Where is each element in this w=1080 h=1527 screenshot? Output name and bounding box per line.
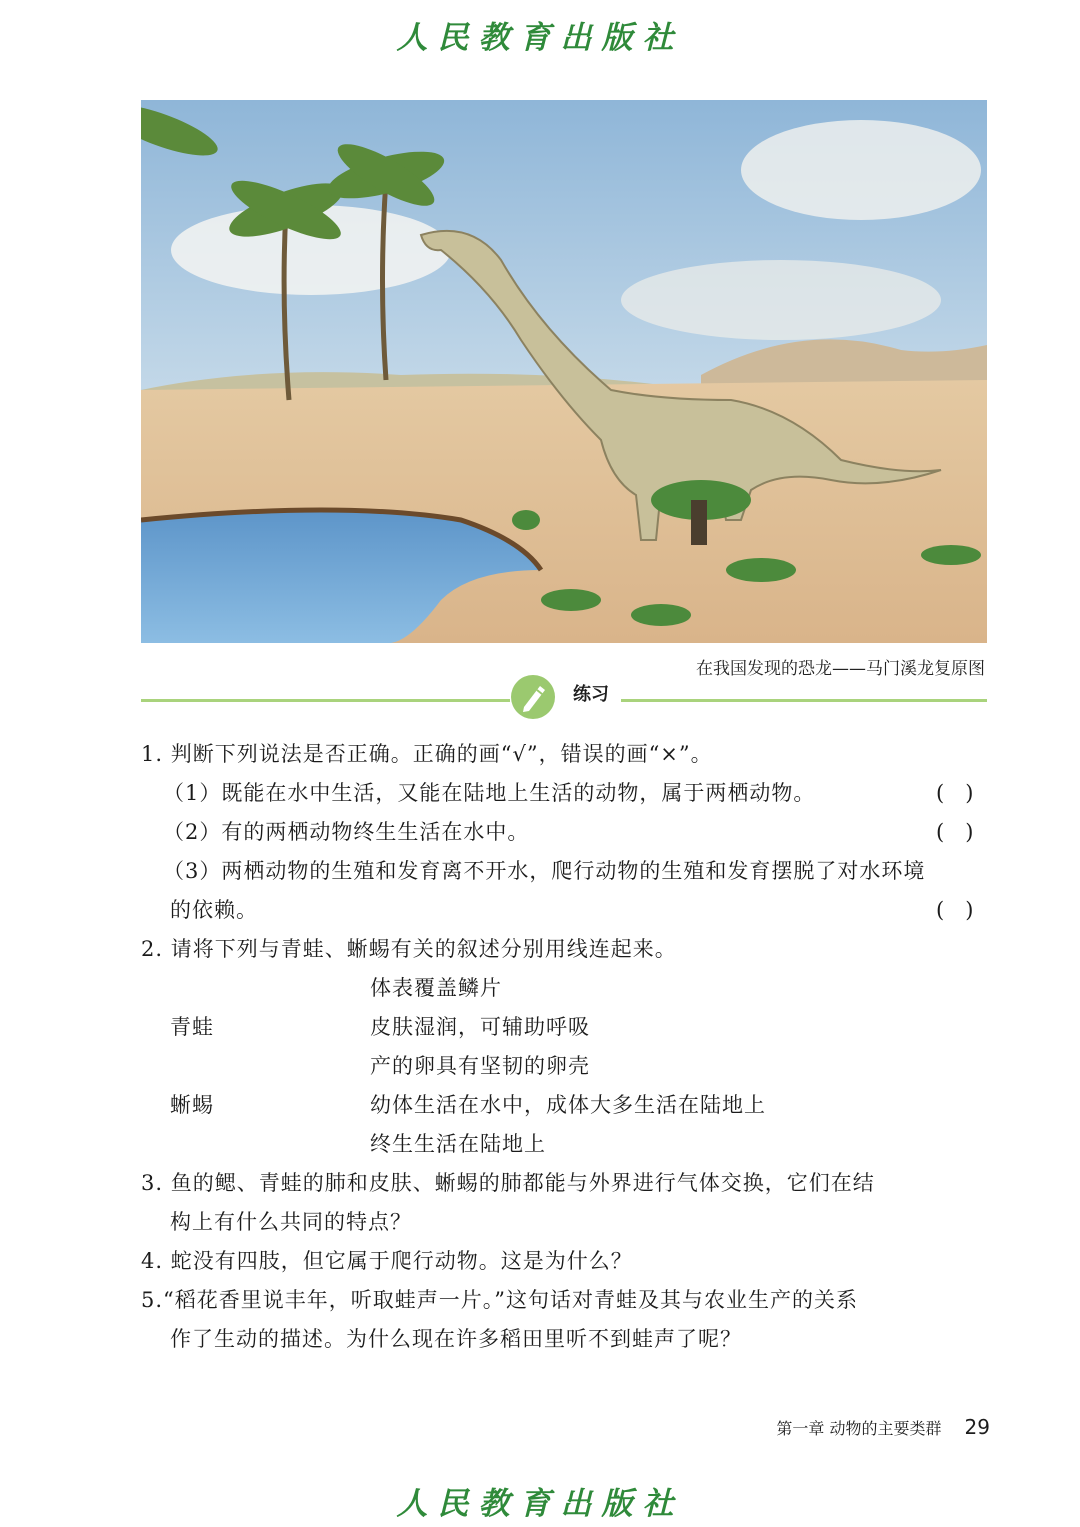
header-divider-right <box>621 699 987 702</box>
question-3-line-2: 构上有什么共同的特点？ <box>170 1210 412 1234</box>
question-1-item-2: （2）有的两栖动物终生生活在水中。 <box>163 820 530 844</box>
trait-3: 产的卵具有坚韧的卵壳 <box>370 1054 590 1078</box>
page-footer <box>776 1415 990 1439</box>
exercise-title: 练习 <box>573 684 609 705</box>
answer-paren-1: ( ) <box>936 781 974 805</box>
answer-paren-3: ( ) <box>936 898 974 922</box>
figure-caption: 在我国发现的恐龙——马门溪龙复原图 <box>696 659 985 679</box>
question-2-stem: 2. 请将下列与青蛙、蜥蜴有关的叙述分别用线连起来。 <box>141 937 677 961</box>
chapter-title: 第一章 动物的主要类群 <box>776 1419 942 1438</box>
pencil-icon <box>510 674 556 720</box>
trait-4: 幼体生活在水中，成体大多生活在陆地上 <box>370 1093 766 1117</box>
question-3-line-1: 3. 鱼的鳃、青蛙的肺和皮肤、蜥蜴的肺都能与外界进行气体交换，它们在结 <box>141 1171 875 1195</box>
dinosaur-illustration <box>141 100 987 643</box>
exercise-header <box>141 670 987 710</box>
trait-5: 终生生活在陆地上 <box>370 1132 546 1156</box>
animal-lizard: 蜥蜴 <box>170 1093 214 1117</box>
answer-paren-2: ( ) <box>936 820 974 844</box>
question-1-stem: 1. 判断下列说法是否正确。正确的画“√”，错误的画“×”。 <box>141 742 713 766</box>
trait-2: 皮肤湿润，可辅助呼吸 <box>370 1015 590 1039</box>
question-5-line-1: 5.“稻花香里说丰年，听取蛙声一片。”这句话对青蛙及其与农业生产的关系 <box>141 1288 859 1312</box>
header-divider-left <box>141 699 510 702</box>
question-4: 4. 蛇没有四肢，但它属于爬行动物。这是为什么？ <box>141 1249 633 1273</box>
question-1-item-1: （1）既能在水中生活，又能在陆地上生活的动物，属于两栖动物。 <box>163 781 816 805</box>
publisher-logo-bottom: 人民教育出版社 <box>396 1486 684 1522</box>
question-1-item-3-cont: 的依赖。 <box>170 898 258 922</box>
trait-1: 体表覆盖鳞片 <box>370 976 502 1000</box>
animal-frog: 青蛙 <box>170 1015 214 1039</box>
question-5-line-2: 作了生动的描述。为什么现在许多稻田里听不到蛙声了呢？ <box>170 1327 742 1351</box>
page-number: 29 <box>964 1415 990 1439</box>
question-1-item-3: （3）两栖动物的生殖和发育离不开水，爬行动物的生殖和发育摆脱了对水环境 <box>163 859 926 883</box>
publisher-logo-top: 人民教育出版社 <box>396 20 684 56</box>
